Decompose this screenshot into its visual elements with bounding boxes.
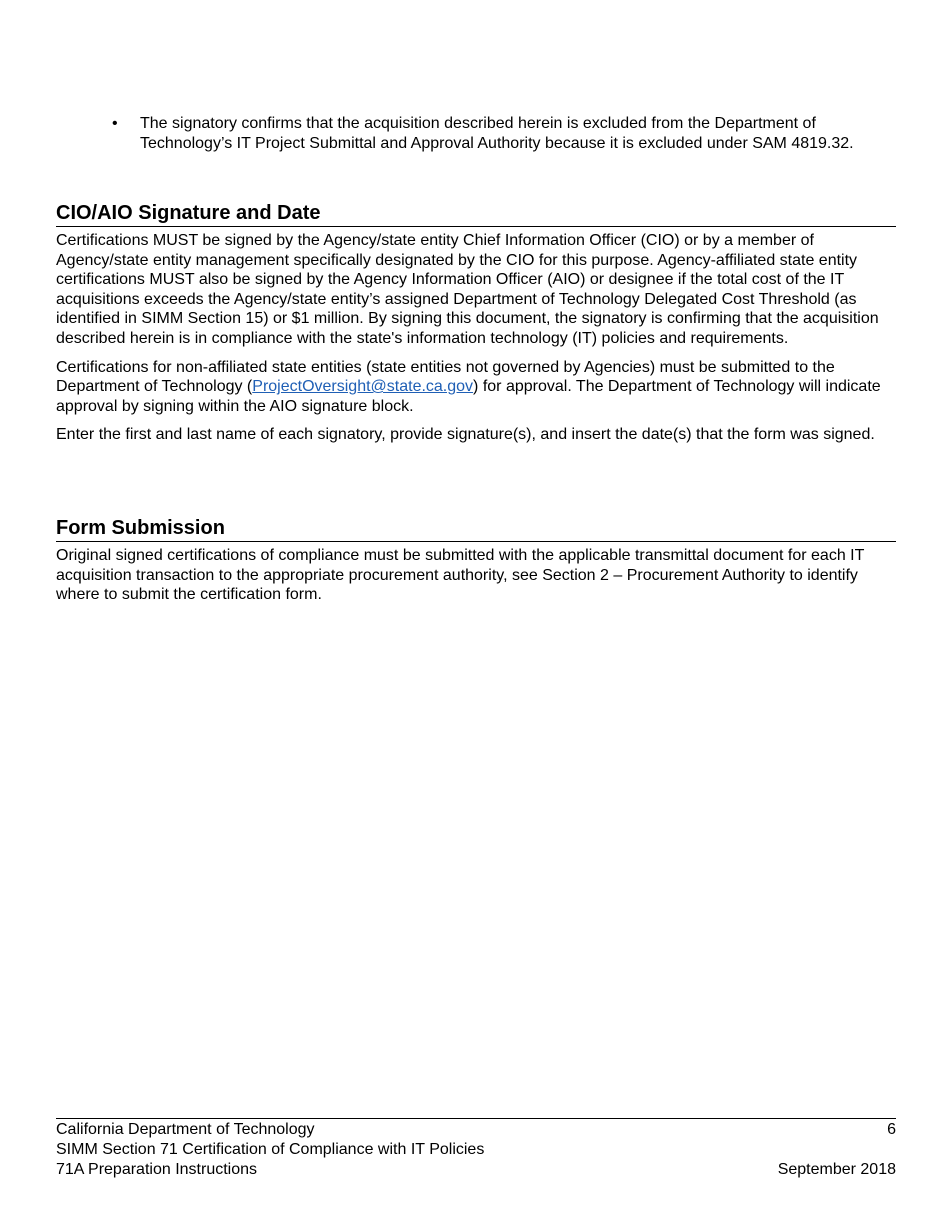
page-footer [56,1118,896,1180]
footer-organization: California Department of Technology [56,1121,315,1138]
form-submission-paragraph: Original signed certifications of compliance must be submitted with the applicable transmittal document for each IT acquisition transaction to the appropriate procurement authority, see Section 2 – Procurement Authority to identify where to submit the certification form. [56,547,865,604]
cio-paragraph-3: Enter the first and last name of each signatory, provide signature(s), and insert the date(s) that the form was signed. [56,426,875,444]
bullet-list [112,114,896,153]
section-heading-cio-aio: CIO/AIO Signature and Date [56,201,896,227]
section-heading-form-submission: Form Submission [56,516,896,542]
footer-row-3 [56,1160,896,1180]
cio-aio-section [56,201,896,445]
footer-document-title: SIMM Section 71 Certification of Compliance with IT Policies [56,1141,485,1158]
bullet-text: The signatory confirms that the acquisition described herein is excluded from the Department of Technology’s IT Project Submittal and Approval Authority because it is excluded under SAM 4819.32. [140,115,854,152]
cio-paragraph-2-start: Certifications for non-affiliated state entities (state entities not governed by Agencies) must be submitted to the Department of Technology ( [56,358,835,396]
bullet-item [112,114,896,153]
document-page [56,0,896,1230]
footer-row-1 [56,1120,896,1140]
footer-row-2 [56,1140,896,1160]
project-oversight-email-link[interactable]: ProjectOversight@state.ca.gov [252,378,474,396]
cio-paragraph-1: Certifications MUST be signed by the Agency/state entity Chief Information Officer (CIO) or by a member of Agency/state entity management specifically designated by the CIO for this purpose. Agency-affiliated state entity certifications MUST also be signed by the Agency Information Officer (AIO) or designee if the total cost of the IT acquisitions exceeds the Agency/state entity’s assigned Department of Technology Delegated Cost Threshold (as identified in SIMM Section 15) or $1 million. By signing this document, the signatory is confirming that the acquisition described herein is in compliance with the state's information technology (IT) policies and requirements. [56,232,879,347]
form-submission-section [56,516,896,605]
footer-document-subtitle: 71A Preparation Instructions [56,1161,258,1178]
cio-paragraph-2-end: ) for approval. The Department of Technology will indicate approval by signing within the AIO signature block. [56,378,881,415]
footer-page-number: 6 [887,1121,896,1138]
cio-paragraph-2 [56,358,896,417]
footer-date: September 2018 [777,1161,896,1178]
bullet-dot-icon: • [112,115,118,132]
